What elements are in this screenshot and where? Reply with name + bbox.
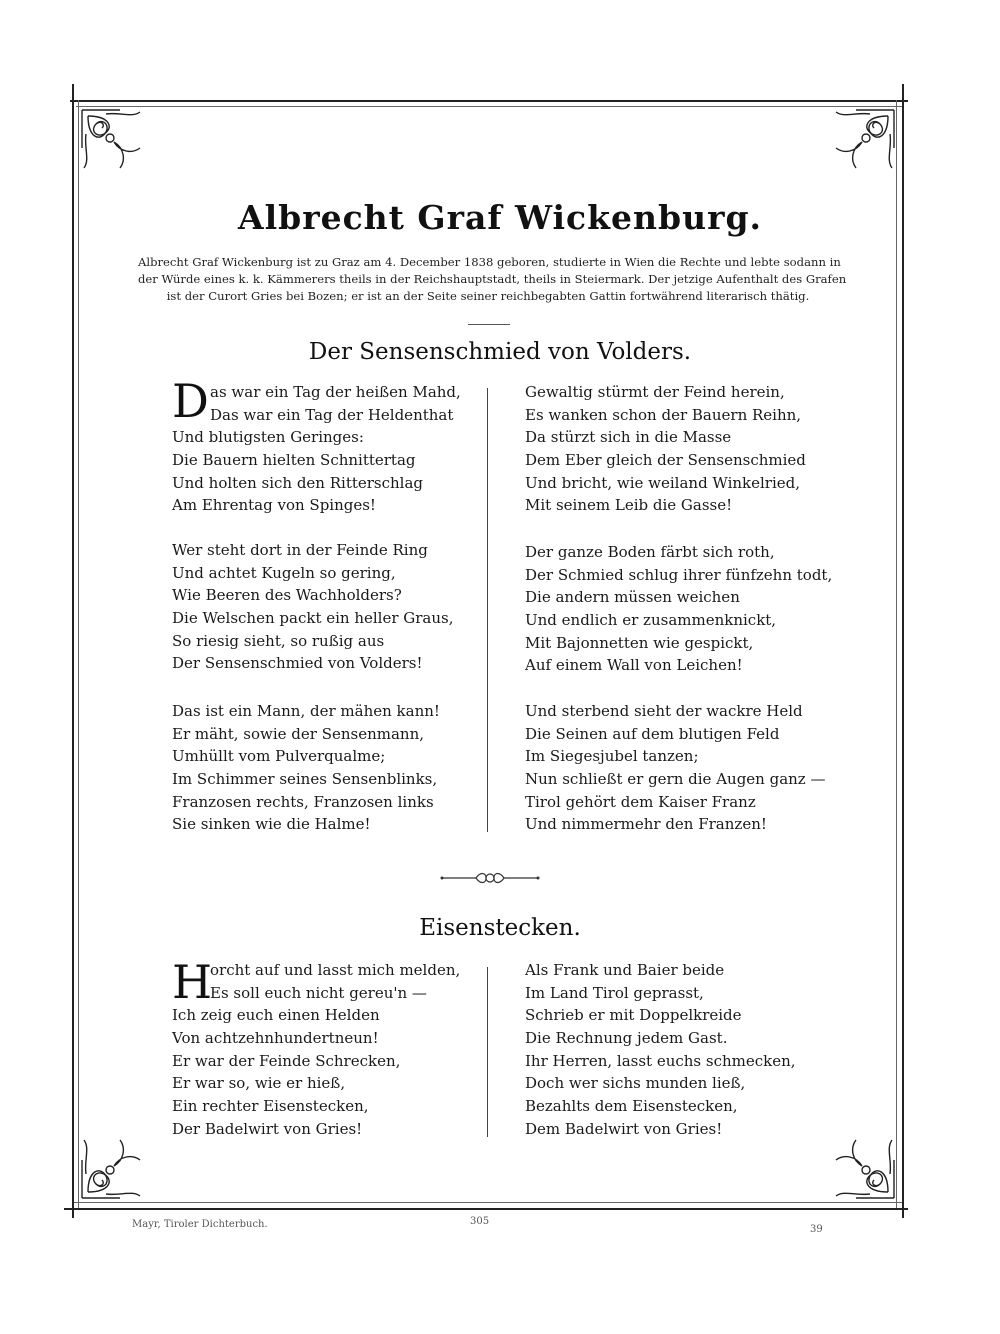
verse-line: orcht auf und lasst mich melden, — [210, 961, 461, 979]
page-number: 305 — [470, 1216, 490, 1227]
verse-line: Er war der Feinde Schrecken, — [172, 1051, 401, 1070]
verse-line: Von achtzehnhundertneun! — [172, 1029, 379, 1048]
page-title: Albrecht Graf Wickenburg. — [237, 198, 763, 237]
verse-line: Die Seinen auf dem blutigen Feld — [525, 724, 780, 743]
verse-line: Bezahlts dem Eisenstecken, — [525, 1097, 738, 1116]
verse-line: Und blutigsten Geringes: — [172, 428, 364, 447]
verse-line: Der Schmied schlug ihrer fünfzehn todt, — [525, 565, 833, 584]
column-divider — [487, 967, 488, 1137]
frame-top-inner-line — [76, 106, 902, 107]
stanza — [172, 1004, 400, 1140]
stanza — [210, 959, 460, 1004]
corner-ornament-bottom-right — [816, 1120, 896, 1200]
verse-line: Die Welschen packt ein heller Graus, — [172, 609, 454, 628]
verse-line: Schrieb er mit Doppelkreide — [525, 1006, 742, 1025]
verse-line: Die Bauern hielten Schnittertag — [172, 451, 416, 470]
frame-left-line — [72, 84, 74, 1218]
drop-capital: D — [172, 374, 209, 428]
verse-line: Die andern müssen weichen — [525, 588, 740, 607]
footer-source: Mayr, Tiroler Dichterbuch. — [132, 1219, 268, 1230]
stanza — [210, 381, 461, 426]
stanza — [172, 539, 454, 675]
verse-line: Der Badelwirt von Gries! — [172, 1119, 363, 1138]
corner-ornament-top-right — [816, 108, 896, 188]
verse-line: Nun schließt er gern die Augen ganz — — [525, 770, 826, 789]
frame-left-inner-line — [78, 100, 79, 1208]
section-divider — [468, 324, 510, 325]
stanza — [525, 959, 796, 1141]
verse-line: as war ein Tag der heißen Mahd, — [210, 383, 461, 401]
verse-line: Und achtet Kugeln so gering, — [172, 563, 396, 582]
verse-line: Am Ehrentag von Spinges! — [172, 496, 376, 515]
frame-right-line — [902, 84, 904, 1218]
poem-title: Der Sensenschmied von Volders. — [308, 339, 692, 365]
verse-line: Und endlich er zusammenknickt, — [525, 611, 777, 630]
stanza — [525, 381, 806, 517]
verse-line: Der Sensenschmied von Volders! — [172, 654, 423, 673]
verse-line: Und sterbend sieht der wackre Held — [525, 702, 803, 720]
signature-mark: 39 — [810, 1224, 823, 1235]
verse-line: Doch wer sichs munden ließ, — [525, 1074, 746, 1093]
bio-line: der Würde eines k. k. Kämmerers theils in der Reichshauptstadt, theils in Steiermark. Der jetzige Aufenthalt des Grafen — [138, 272, 847, 286]
verse-line: Ich zeig euch einen Helden — [172, 1006, 380, 1025]
verse-line: Umhüllt vom Pulverqualme; — [172, 747, 386, 766]
frame-bottom-inner-line — [72, 1202, 902, 1203]
verse-line: Die Rechnung jedem Gast. — [525, 1029, 728, 1048]
drop-capital: H — [172, 955, 213, 1009]
stanza — [525, 700, 825, 836]
verse-line: Im Schimmer seines Sensenblinks, — [172, 770, 438, 789]
verse-line: Auf einem Wall von Leichen! — [525, 656, 743, 675]
poem-title: Eisenstecken. — [419, 915, 581, 941]
verse-line: Wer steht dort in der Feinde Ring — [172, 541, 428, 559]
column-divider — [487, 388, 488, 832]
stanza — [525, 541, 832, 677]
verse-line: Tirol gehört dem Kaiser Franz — [525, 792, 756, 811]
stanza — [172, 700, 440, 836]
verse-line: Gewaltig stürmt der Feind herein, — [525, 383, 785, 401]
verse-line: Sie sinken wie die Halme! — [172, 815, 371, 834]
verse-line: Im Siegesjubel tanzen; — [525, 747, 699, 766]
corner-ornament-bottom-left — [80, 1120, 160, 1200]
verse-line: Und holten sich den Ritterschlag — [172, 473, 424, 492]
verse-line: Als Frank und Baier beide — [525, 961, 725, 979]
bio-line: Albrecht Graf Wickenburg ist zu Graz am 4. December 1838 geboren, studierte in Wien die Rechte und lebte sodann in — [138, 255, 841, 269]
bio-line: ist der Curort Gries bei Bozen; er ist an der Seite seiner reichbegabten Gattin fortwährend literarisch thätig. — [166, 289, 810, 303]
author-biography — [138, 254, 847, 305]
verse-line: Und bricht, wie weiland Winkelried, — [525, 473, 801, 492]
frame-right-inner-line — [896, 100, 897, 1208]
verse-line: Der ganze Boden färbt sich roth, — [525, 543, 775, 561]
verse-line: Er mäht, sowie der Sensenmann, — [172, 724, 425, 743]
verse-line: Ihr Herren, lasst euchs schmecken, — [525, 1051, 796, 1070]
verse-line: Da stürzt sich in die Masse — [525, 428, 732, 447]
stanza — [172, 426, 423, 517]
verse-line: Er war so, wie er hieß, — [172, 1074, 346, 1093]
corner-ornament-top-left — [80, 108, 160, 188]
verse-line: Ein rechter Eisenstecken, — [172, 1097, 369, 1116]
frame-bottom-line — [64, 1208, 908, 1210]
verse-line: So riesig sieht, so rußig aus — [172, 631, 385, 650]
verse-line: Mit Bajonnetten wie gespickt, — [525, 633, 754, 652]
verse-line: Dem Eber gleich der Sensenschmied — [525, 451, 806, 470]
verse-line: Dem Badelwirt von Gries! — [525, 1119, 723, 1138]
verse-line: Es wanken schon der Bauern Reihn, — [525, 405, 802, 424]
verse-line: Das war ein Tag der Heldenthat — [210, 405, 454, 424]
verse-line: Mit seinem Leib die Gasse! — [525, 496, 733, 515]
verse-line: Und nimmermehr den Franzen! — [525, 815, 767, 834]
verse-line: Wie Beeren des Wachholders? — [172, 586, 402, 605]
verse-line: Es soll euch nicht gereu'n — — [210, 983, 427, 1002]
verse-line: Franzosen rechts, Franzosen links — [172, 792, 434, 811]
verse-line: Das ist ein Mann, der mähen kann! — [172, 702, 440, 720]
ornamental-divider — [438, 870, 542, 886]
frame-top-line — [70, 100, 908, 102]
verse-line: Im Land Tirol geprasst, — [525, 983, 704, 1002]
